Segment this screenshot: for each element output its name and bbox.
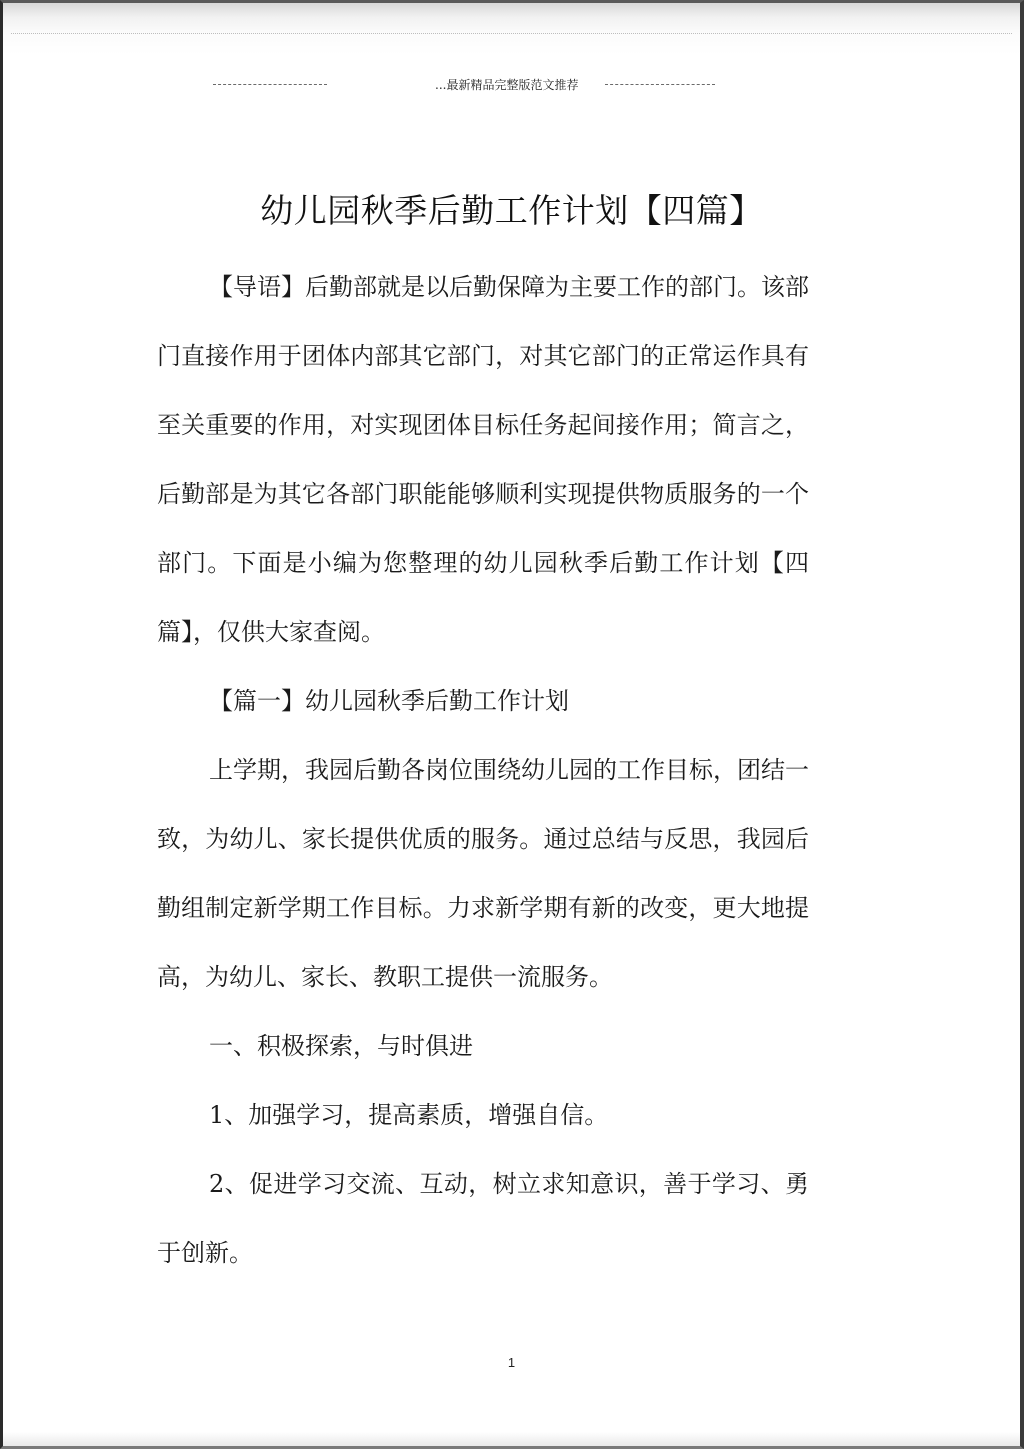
subsection-heading: 一、积极探索，与时俱进 [209,1032,473,1060]
header-text: ...最新精品完整版范文推荐 [435,78,579,92]
document-title: 幼儿园秋季后勤工作计划【四篇】 [260,191,763,230]
section-heading-part-one: 【篇一】幼儿园秋季后勤工作计划 [209,687,569,715]
running-header [213,77,715,93]
scan-edge-bottom [3,1432,1020,1446]
list-item: 1、加强学习，提高素质，增强自信。 [209,1101,609,1129]
body-paragraph: 上学期，我园后勤各岗位围绕幼儿园的工作目标，团结一致，为幼儿、家长提供优质的服务。通过总结与反思，我园后勤组制定新学期工作目标。力求新学期有新的改变，更大地提高，为幼儿、家长、教职工提供一流服务。 [157,756,809,991]
scan-edge-top [3,3,1020,55]
page-number: 1 [507,1355,516,1370]
header-dashed-rule-right [605,84,715,85]
header-dashed-rule-left [213,84,327,85]
list-item: 2、促进学习交流、互动，树立求知意识，善于学习、勇于创新。 [157,1170,809,1267]
document-body [157,253,809,1288]
intro-paragraph: 【导语】后勤部就是以后勤保障为主要工作的部门。该部门直接作用于团体内部其它部门，对其它部门的正常运作具有至关重要的作用，对实现团体目标任务起间接作用；简言之，后勤部是为其它各部门职能能够顺利实现提供物质服务的一个部门。下面是小编为您整理的幼儿园秋季后勤工作计划【四篇】，仅供大家查阅。 [157,273,809,646]
